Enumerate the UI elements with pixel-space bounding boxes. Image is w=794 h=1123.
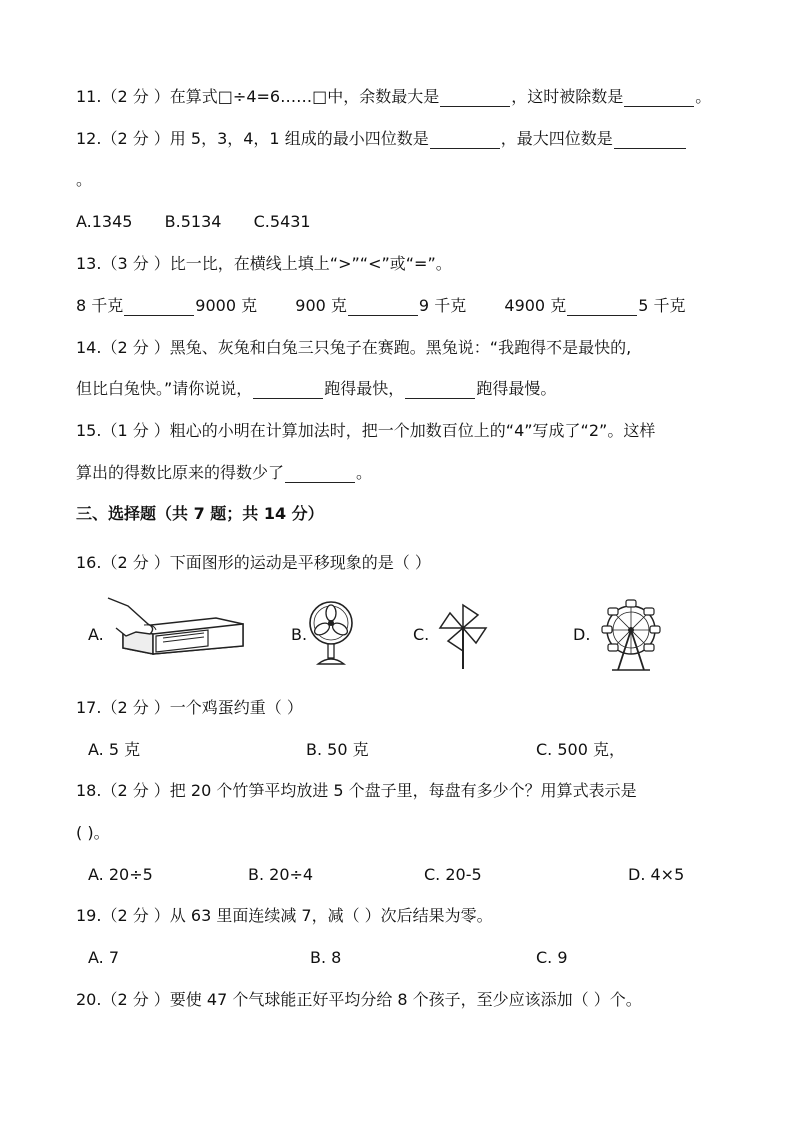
question-19: 19.（2 分 ）从 63 里面连续减 7，减（ ）次后结果为零。 xyxy=(76,906,493,925)
q14-text-a: 但比白兔快。”请你说说， xyxy=(76,379,253,398)
q13-item-1-right: 9000 克 xyxy=(195,296,258,315)
q17-option-c[interactable]: C. 500 克， xyxy=(536,740,625,759)
ferris-wheel-icon[interactable] xyxy=(598,598,664,672)
q14-blank-1[interactable] xyxy=(253,382,323,399)
q14-blank-2[interactable] xyxy=(405,382,475,399)
q18-line-2: ( )。 xyxy=(76,823,110,842)
q18-option-c[interactable]: C. 20-5 xyxy=(424,865,482,884)
q15-text-b: 。 xyxy=(356,463,373,482)
q11-suffix: 。 xyxy=(695,87,712,106)
q19-option-a[interactable]: A. 7 xyxy=(88,948,120,967)
q13-comparisons xyxy=(76,296,685,316)
q14-text-c: 跑得最慢。 xyxy=(476,379,557,398)
q12-continuation: 。 xyxy=(76,170,93,189)
q13-blank-2[interactable] xyxy=(348,299,418,316)
q12-option-a[interactable]: A.1345 xyxy=(76,212,133,231)
question-15: 15.（1 分 ）粗心的小明在计算加法时，把一个加数百位上的“4”写成了“2”。这样 xyxy=(76,421,656,440)
q11-blank-1[interactable] xyxy=(440,90,510,107)
q11-prefix: 11.（2 分 ）在算式□÷4=6……□中，余数最大是 xyxy=(76,87,440,106)
q19-option-c[interactable]: C. 9 xyxy=(536,948,568,967)
fan-icon[interactable] xyxy=(308,600,354,666)
question-16: 16.（2 分 ）下面图形的运动是平移现象的是（ ） xyxy=(76,553,431,572)
q13-blank-1[interactable] xyxy=(124,299,194,316)
q12-blank-1[interactable] xyxy=(430,132,500,149)
q13-blank-3[interactable] xyxy=(567,299,637,316)
question-18: 18.（2 分 ）把 20 个竹笋平均放进 5 个盘子里，每盘有多少个？用算式表示是 xyxy=(76,781,637,800)
q19-option-b[interactable]: B. 8 xyxy=(310,948,342,967)
q17-option-b[interactable]: B. 50 克 xyxy=(306,740,369,759)
question-20: 20.（2 分 ）要使 47 个气球能正好平均分给 8 个孩子，至少应该添加（ ）个。 xyxy=(76,990,642,1009)
q11-mid: ，这时被除数是 xyxy=(511,87,624,106)
drawer-icon[interactable] xyxy=(108,598,248,662)
q12-prefix: 12.（2 分 ）用 5，3，4，1 组成的最小四位数是 xyxy=(76,129,429,148)
q12-option-b[interactable]: B.5134 xyxy=(164,212,222,231)
q12-mid: ，最大四位数是 xyxy=(500,129,613,148)
section-heading: 三、选择题（共 7 题；共 14 分） xyxy=(76,504,324,523)
pinwheel-icon[interactable] xyxy=(438,603,488,669)
question-11 xyxy=(76,87,711,107)
q14-line-2 xyxy=(76,379,556,399)
q15-line-2 xyxy=(76,463,372,483)
q14-text-b: 跑得最快， xyxy=(324,379,405,398)
q18-option-a[interactable]: A. 20÷5 xyxy=(88,865,153,884)
question-17: 17.（2 分 ）一个鸡蛋约重（ ） xyxy=(76,698,303,717)
question-13: 13.（3 分 ）比一比，在横线上填上“>”“<”或“=”。 xyxy=(76,254,452,273)
q16-option-b-label[interactable]: B. xyxy=(291,625,308,644)
q12-blank-2[interactable] xyxy=(614,132,686,149)
q16-option-a-label[interactable]: A. xyxy=(88,625,104,644)
q12-option-c[interactable]: C.5431 xyxy=(253,212,311,231)
q16-option-c-label[interactable]: C. xyxy=(413,625,430,644)
q15-text-a: 算出的得数比原来的得数少了 xyxy=(76,463,285,482)
q16-option-d-label[interactable]: D. xyxy=(573,625,591,644)
q15-blank[interactable] xyxy=(285,466,355,483)
q11-blank-2[interactable] xyxy=(624,90,694,107)
question-12 xyxy=(76,129,687,149)
question-14: 14.（2 分 ）黑兔、灰兔和白兔三只兔子在赛跑。黑兔说：“我跑得不是最快的, xyxy=(76,338,632,357)
q18-option-d[interactable]: D. 4×5 xyxy=(628,865,685,884)
q13-item-3-left: 4900 克 xyxy=(504,296,567,315)
q18-option-b[interactable]: B. 20÷4 xyxy=(248,865,314,884)
q13-item-2-right: 9 千克 xyxy=(418,296,467,315)
q13-item-2-left: 900 克 xyxy=(295,296,347,315)
q17-option-a[interactable]: A. 5 克 xyxy=(88,740,141,759)
q13-item-3-right: 5 千克 xyxy=(638,296,686,315)
q13-item-1-left: 8 千克 xyxy=(76,296,124,315)
q12-options xyxy=(76,212,311,232)
